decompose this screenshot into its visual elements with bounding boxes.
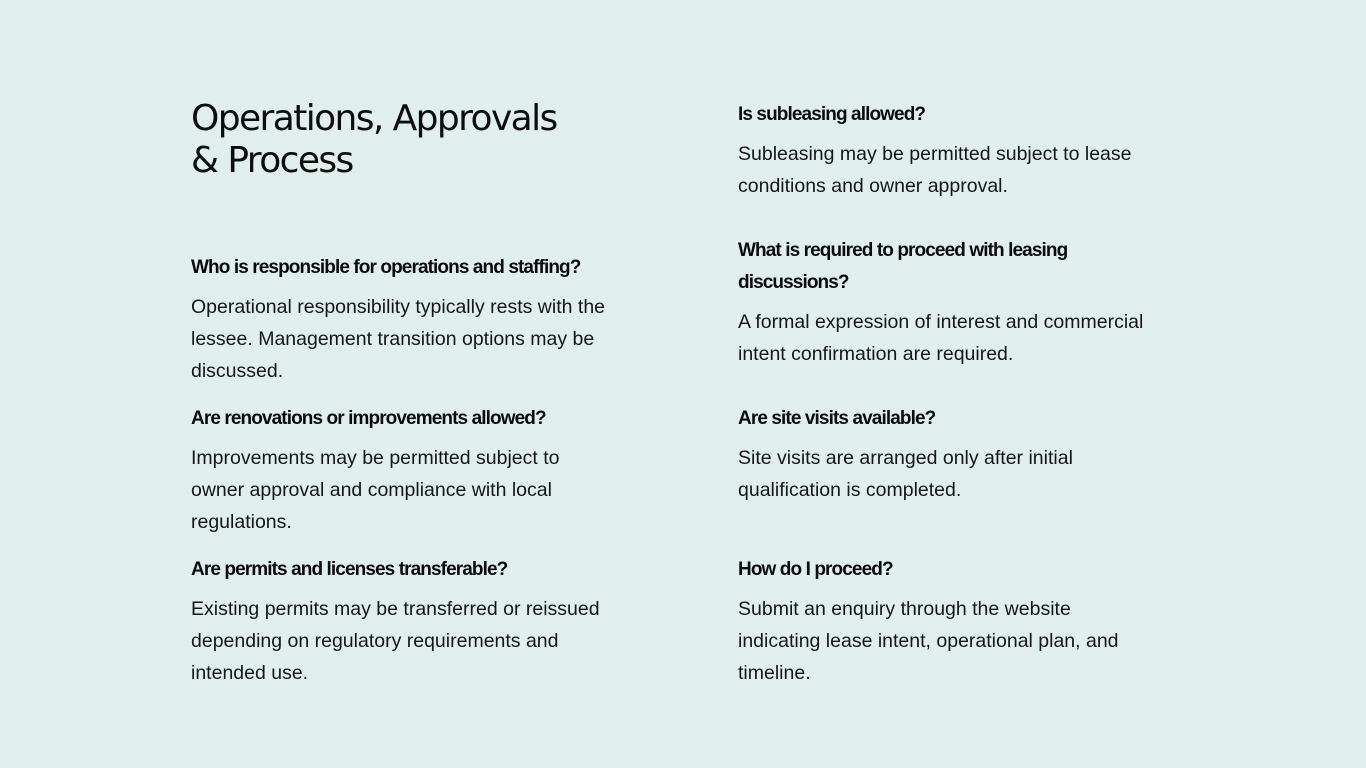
faq-question: Is subleasing allowed?: [738, 104, 926, 125]
faq-question: Are renovations or improvements allowed?: [191, 408, 546, 429]
page-title-line-2: & Process: [191, 140, 353, 181]
faq-item-permits: [191, 554, 661, 689]
faq-question: What is required to proceed with leasing discussions?: [738, 240, 1068, 293]
faq-item-site-visits: [738, 403, 1208, 506]
faq-answer: Operational responsibility typically rests with the lessee. Management transition options may be discussed.: [191, 296, 606, 382]
faq-question: How do I proceed?: [738, 559, 893, 580]
faq-answer: Improvements may be permitted subject to owner approval and compliance with local regulations.: [191, 447, 560, 533]
faq-item-subleasing: [738, 99, 1208, 202]
faq-item-leasing-requirements: [738, 235, 1208, 370]
faq-item-how-to-proceed: [738, 554, 1208, 689]
page-title: [191, 98, 557, 182]
faq-answer: A formal expression of interest and commercial intent confirmation are required.: [738, 311, 1144, 365]
faq-question: Who is responsible for operations and staffing?: [191, 257, 581, 278]
faq-item-operations-staffing: [191, 252, 661, 387]
faq-answer: Existing permits may be transferred or reissued depending on regulatory requirements and intended use.: [191, 598, 600, 684]
page-title-line-1: Operations, Approvals: [191, 98, 557, 139]
faq-answer: Site visits are arranged only after initial qualification is completed.: [738, 447, 1073, 501]
faq-answer: Submit an enquiry through the website indicating lease intent, operational plan, and timeline.: [738, 598, 1119, 684]
faq-answer: Subleasing may be permitted subject to lease conditions and owner approval.: [738, 143, 1132, 197]
faq-question: Are site visits available?: [738, 408, 936, 429]
faq-item-renovations: [191, 403, 661, 538]
faq-question: Are permits and licenses transferable?: [191, 559, 508, 580]
